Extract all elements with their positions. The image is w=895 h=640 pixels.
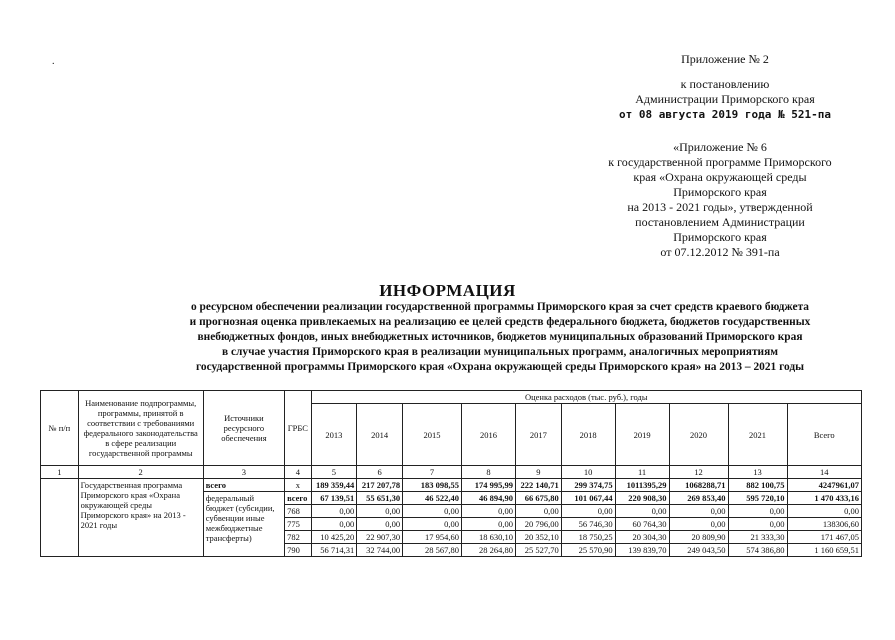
header-grbs: ГРБС: [285, 391, 311, 466]
value-cell: 595 720,10: [728, 492, 787, 505]
header-year: 2013: [311, 404, 357, 466]
subtitle-line: внебюджетных фондов, иных внебюджетных источников, бюджетов муниципальных образований Приморского края: [197, 331, 803, 343]
value-cell: 46 522,40: [403, 492, 462, 505]
stray-mark: .: [52, 56, 55, 67]
value-cell: 28 264,80: [462, 544, 516, 557]
appendix-program-line: от 07.12.2012 № 391-па: [660, 245, 780, 259]
value-cell: 0,00: [462, 518, 516, 531]
value-cell: 1 470 433,16: [787, 492, 862, 505]
value-cell: 56 714,31: [311, 544, 357, 557]
grbs-cell: x: [285, 479, 311, 492]
value-cell: 0,00: [728, 505, 787, 518]
value-cell: 1011395,29: [615, 479, 669, 492]
value-cell: 0,00: [728, 518, 787, 531]
value-cell: 574 386,80: [728, 544, 787, 557]
value-cell: 0,00: [615, 505, 669, 518]
value-cell: 882 100,75: [728, 479, 787, 492]
column-number-row: [41, 466, 862, 479]
value-cell: 0,00: [403, 518, 462, 531]
value-cell: 171 467,05: [787, 531, 862, 544]
program-name-cell: Государственная программа Приморского края «Охрана окружающей среды Приморского края» на 2013 - 2021 годы: [78, 479, 203, 557]
appendix-program-line: Приморского края: [673, 185, 767, 199]
value-cell: 0,00: [462, 505, 516, 518]
header-total: Всего: [787, 404, 862, 466]
table-row-total: [41, 479, 862, 492]
appendix-program-line: «Приложение № 6: [673, 140, 767, 154]
decree-stamp: от 08 августа 2019 года № 521-па: [619, 108, 831, 121]
header-year: 2018: [561, 404, 615, 466]
value-cell: 20 809,90: [669, 531, 728, 544]
appendix-line: Администрации Приморского края: [635, 92, 815, 106]
value-cell: 217 207,78: [357, 479, 403, 492]
value-cell: 66 675,80: [515, 492, 561, 505]
value-cell: 20 352,10: [515, 531, 561, 544]
appendix-block: [610, 52, 840, 122]
value-cell: 189 359,44: [311, 479, 357, 492]
row-num-cell: [41, 479, 79, 557]
col-number: 8: [462, 466, 516, 479]
document-title: ИНФОРМАЦИЯ: [379, 281, 516, 300]
subtitle-line: и прогнозная оценка привлекаемых на реализацию ее целей средств федерального бюджета, бюджетов государственных: [189, 316, 811, 328]
value-cell: 28 567,80: [403, 544, 462, 557]
grbs-cell: 768: [285, 505, 311, 518]
appendix-program-line: постановлением Администрации: [635, 215, 805, 229]
value-cell: 56 746,30: [561, 518, 615, 531]
appendix-line: к постановлению: [680, 77, 770, 91]
header-year: 2016: [462, 404, 516, 466]
value-cell: 139 839,70: [615, 544, 669, 557]
value-cell: 138306,60: [787, 518, 862, 531]
value-cell: 10 425,20: [311, 531, 357, 544]
value-cell: 18 750,25: [561, 531, 615, 544]
col-number: 1: [41, 466, 79, 479]
value-cell: 0,00: [311, 505, 357, 518]
value-cell: 0,00: [357, 518, 403, 531]
value-cell: 60 764,30: [615, 518, 669, 531]
col-number: 9: [515, 466, 561, 479]
resource-table: [40, 390, 862, 557]
value-cell: 1068288,71: [669, 479, 728, 492]
col-number: 10: [561, 466, 615, 479]
value-cell: 1 160 659,51: [787, 544, 862, 557]
value-cell: 20 304,30: [615, 531, 669, 544]
value-cell: 0,00: [561, 505, 615, 518]
subtitle-line: в случае участия Приморского края в реализации муниципальных программ, аналогичных мероприятиям: [221, 346, 779, 358]
col-number: 11: [615, 466, 669, 479]
value-cell: 25 527,70: [515, 544, 561, 557]
subtitle-line: о ресурсном обеспечении реализации государственной программы Приморского края за счет средств краевого бюджета: [190, 301, 810, 313]
value-cell: 222 140,71: [515, 479, 561, 492]
appendix-program-line: края «Охрана окружающей среды: [633, 170, 807, 184]
value-cell: 22 907,30: [357, 531, 403, 544]
value-cell: 220 908,30: [615, 492, 669, 505]
header-year: 2020: [669, 404, 728, 466]
appendix-program-block: [580, 140, 860, 260]
document-subtitle: [130, 300, 870, 375]
value-cell: 0,00: [515, 505, 561, 518]
col-number: 2: [78, 466, 203, 479]
value-cell: 0,00: [357, 505, 403, 518]
value-cell: 32 744,00: [357, 544, 403, 557]
grbs-cell: 775: [285, 518, 311, 531]
value-cell: 18 630,10: [462, 531, 516, 544]
value-cell: 67 139,51: [311, 492, 357, 505]
appendix-program-line: на 2013 - 2021 годы», утвержденной: [627, 200, 813, 214]
value-cell: 0,00: [669, 505, 728, 518]
value-cell: 17 954,60: [403, 531, 462, 544]
col-number: 3: [203, 466, 284, 479]
source-total: всего: [203, 479, 284, 492]
value-cell: 269 853,40: [669, 492, 728, 505]
header-year: 2014: [357, 404, 403, 466]
value-cell: 4247961,07: [787, 479, 862, 492]
header-year: 2021: [728, 404, 787, 466]
col-number: 12: [669, 466, 728, 479]
value-cell: 249 043,50: [669, 544, 728, 557]
value-cell: 0,00: [403, 505, 462, 518]
value-cell: 0,00: [311, 518, 357, 531]
value-cell: 183 098,55: [403, 479, 462, 492]
value-cell: 20 796,00: [515, 518, 561, 531]
header-num: № п/п: [41, 391, 79, 466]
appendix-number: Приложение № 2: [681, 52, 769, 66]
value-cell: 299 374,75: [561, 479, 615, 492]
header-sources: Источники ресурсного обеспечения: [203, 391, 284, 466]
value-cell: 174 995,99: [462, 479, 516, 492]
col-number: 7: [403, 466, 462, 479]
col-number: 6: [357, 466, 403, 479]
value-cell: 25 570,90: [561, 544, 615, 557]
col-number: 5: [311, 466, 357, 479]
subtitle-line: государственной программы Приморского края «Охрана окружающей среды Приморского края» на 2013 – 2021 годы: [195, 361, 805, 373]
header-year: 2015: [403, 404, 462, 466]
value-cell: 55 651,30: [357, 492, 403, 505]
grbs-cell: 790: [285, 544, 311, 557]
appendix-program-line: Приморского края: [673, 230, 767, 244]
value-cell: 101 067,44: [561, 492, 615, 505]
value-cell: 0,00: [787, 505, 862, 518]
grbs-cell: всего: [285, 492, 311, 505]
grbs-cell: 782: [285, 531, 311, 544]
source-federal: федеральный бюджет (субсидии, субвенции иные межбюджетные трансферты): [203, 492, 284, 557]
col-number: 14: [787, 466, 862, 479]
col-number: 13: [728, 466, 787, 479]
header-year: 2017: [515, 404, 561, 466]
header-name: Наименование подпрограммы, программы, принятой в соответствии с требованиями федерального законодательства в сфере реализации государственной программы: [78, 391, 203, 466]
value-cell: 21 333,30: [728, 531, 787, 544]
appendix-program-line: к государственной программе Приморского: [608, 155, 832, 169]
value-cell: 0,00: [669, 518, 728, 531]
header-year: 2019: [615, 404, 669, 466]
col-number: 4: [285, 466, 311, 479]
value-cell: 46 894,90: [462, 492, 516, 505]
header-estimate: Оценка расходов (тыс. руб.), годы: [311, 391, 861, 404]
